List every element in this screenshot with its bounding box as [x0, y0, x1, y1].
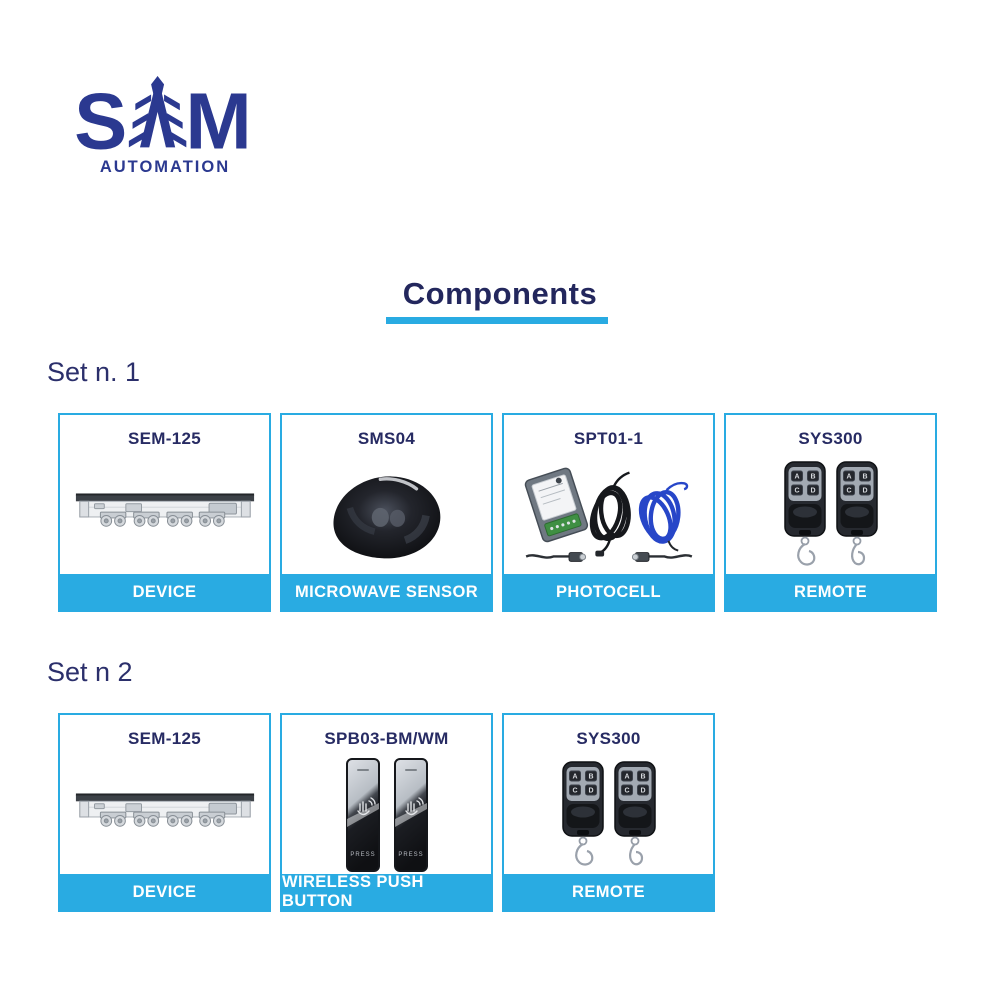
product-card [724, 413, 937, 612]
svg-text:B: B [639, 773, 646, 781]
svg-text:C: C [793, 487, 800, 495]
product-model: SYS300 [798, 429, 863, 448]
product-category: REMOTE [504, 874, 713, 910]
sys300-product-image [726, 456, 935, 574]
svg-text:A: A [623, 773, 630, 781]
product-card [58, 713, 271, 912]
product-category: WIRELESS PUSH BUTTON [282, 874, 491, 910]
product-model: SPB03-BM/WM [324, 729, 449, 748]
svg-text:PRESS: PRESS [397, 851, 424, 858]
svg-text:PRESS: PRESS [349, 851, 376, 858]
product-model: SYS300 [576, 729, 641, 748]
svg-text:A: A [845, 473, 852, 481]
svg-text:A: A [793, 473, 800, 481]
product-card [502, 713, 715, 912]
sem-125-product-image [60, 756, 269, 874]
logo-letter-s: S [74, 76, 128, 152]
svg-text:C: C [845, 487, 852, 495]
product-category: MICROWAVE SENSOR [282, 574, 491, 610]
product-model: SEM-125 [128, 429, 201, 448]
seem-logo-mark-icon [74, 76, 256, 152]
logo-tagline: AUTOMATION [99, 158, 231, 176]
product-category: PHOTOCELL [504, 574, 713, 610]
svg-text:A: A [571, 773, 578, 781]
product-model: SPT01-1 [573, 429, 644, 448]
title-underline [386, 317, 608, 324]
logo-letter-m: M [185, 76, 252, 152]
brand-logo [74, 76, 256, 177]
svg-text:D: D [639, 787, 646, 795]
spt01-1-product-image [504, 456, 713, 574]
sms04-product-image [282, 456, 491, 574]
product-card [280, 713, 493, 912]
svg-text:C: C [623, 787, 630, 795]
product-model: SEM-125 [128, 729, 201, 748]
svg-text:B: B [809, 473, 816, 481]
svg-text:D: D [587, 787, 594, 795]
product-model: SMS04 [357, 429, 416, 448]
product-category: DEVICE [60, 574, 269, 610]
svg-text:B: B [861, 473, 868, 481]
product-category: REMOTE [726, 574, 935, 610]
svg-text:D: D [809, 487, 816, 495]
section-label-set-2: Set n 2 [47, 657, 133, 687]
sys300-product-image [504, 756, 713, 874]
product-row-set-1 [58, 413, 937, 612]
svg-text:B: B [587, 773, 594, 781]
page-title: Components [402, 276, 598, 311]
product-category: DEVICE [60, 874, 269, 910]
spb03-product-image [282, 756, 491, 874]
section-label-set-1: Set n. 1 [47, 357, 141, 387]
product-card [280, 413, 493, 612]
svg-text:D: D [861, 487, 868, 495]
product-card [58, 413, 271, 612]
sem-125-product-image [60, 456, 269, 574]
product-card [502, 413, 715, 612]
svg-text:C: C [571, 787, 578, 795]
product-row-set-2 [58, 713, 715, 912]
